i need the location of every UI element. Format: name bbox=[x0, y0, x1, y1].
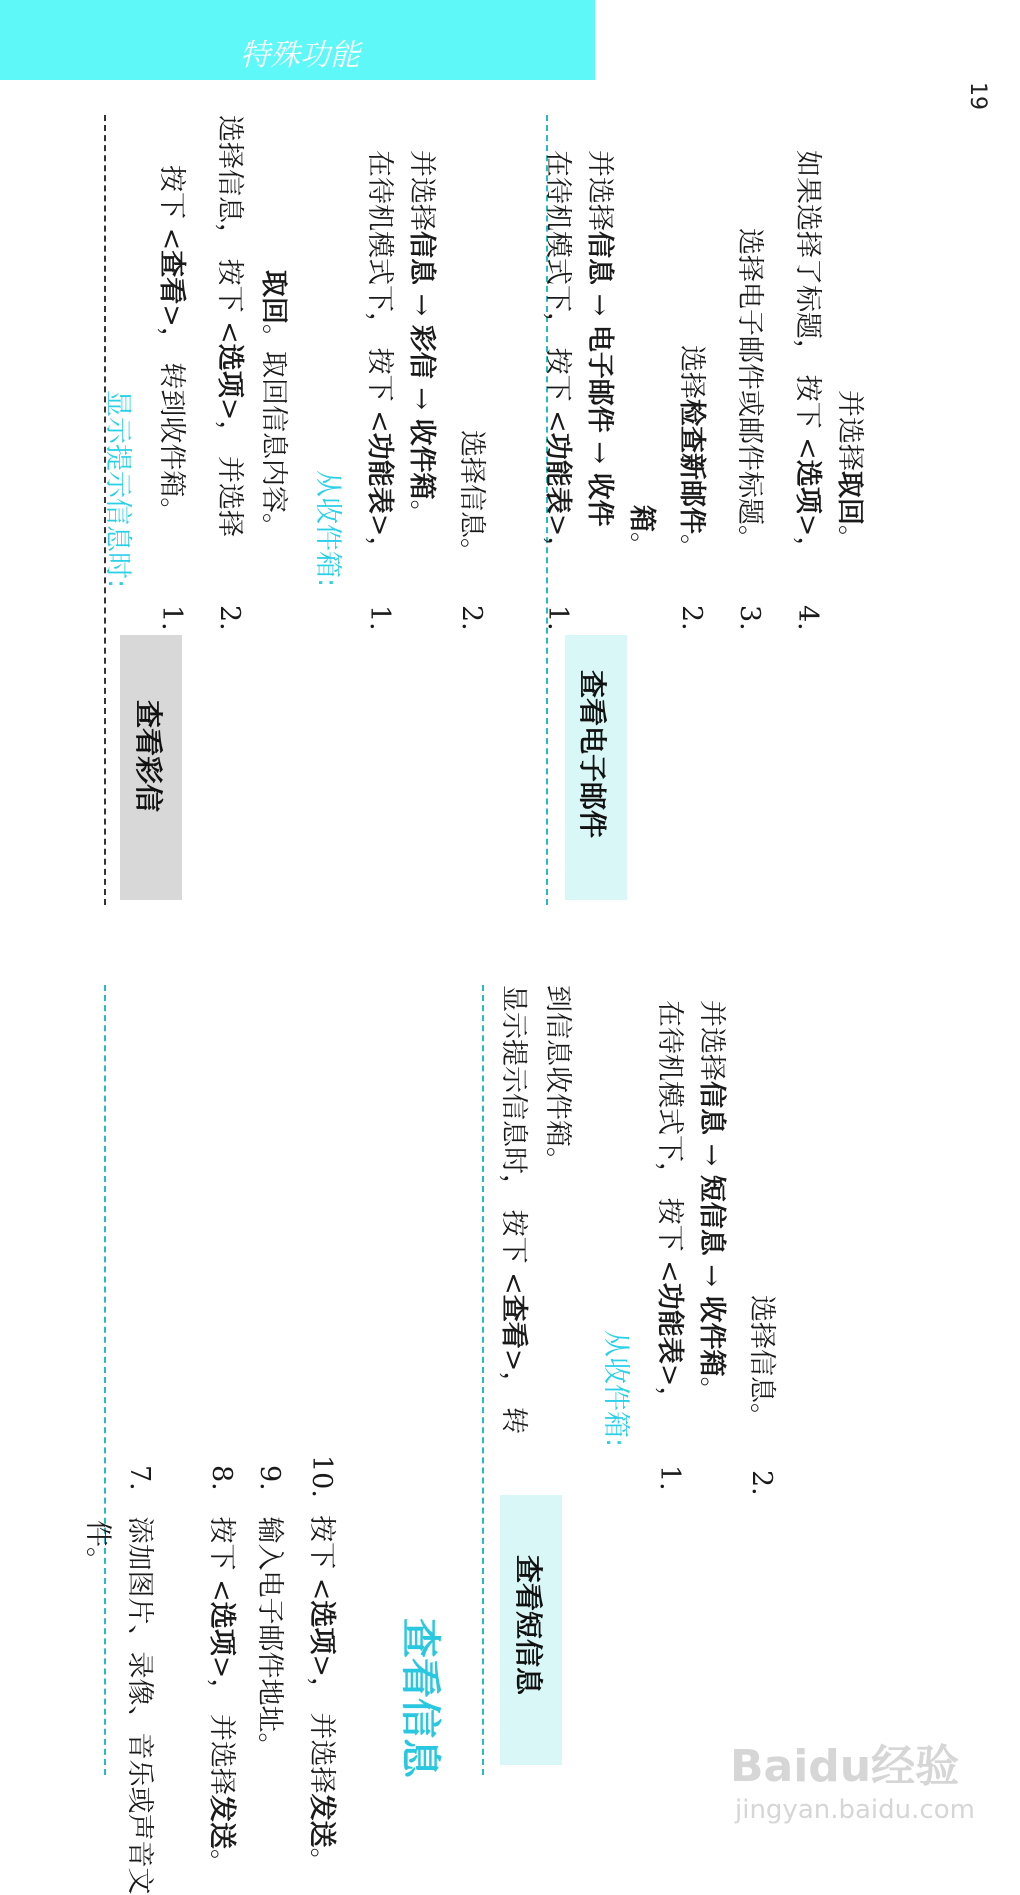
page-heading: 查看信息 bbox=[397, 1618, 443, 1778]
sms-step-1-num: 1. bbox=[654, 1465, 685, 1491]
mms-inbox-step-1-line2: 并选择信息 → 彩信 → 收件箱。 bbox=[406, 150, 437, 527]
sms-inbox-subheading: 从收件箱: bbox=[600, 1330, 631, 1448]
email-step-3: 选择电子邮件或邮件标题。 bbox=[734, 228, 765, 552]
mms-inbox-step-1-num: 1. bbox=[364, 605, 395, 631]
sms-intro-line1: 显示提示信息时， 按下 <查看>， 转 bbox=[498, 985, 529, 1435]
email-section-title: 查看电子邮件 bbox=[576, 670, 609, 839]
sms-step-1-line2: 并选择信息 → 短信息 → 收件箱。 bbox=[696, 1000, 727, 1404]
email-step-4-line2: 并选择取回。 bbox=[834, 390, 865, 552]
mms-inbox-step-1-line1: 在待机模式下， 按下 <功能表>， bbox=[364, 150, 395, 564]
mms-step-1: 按下 <查看>， 转到收件箱。 bbox=[156, 165, 187, 525]
mms-inbox-step-2-num: 2. bbox=[456, 605, 487, 631]
sms-step-2: 选择信息。 bbox=[746, 1295, 777, 1430]
email-step-2-num: 2. bbox=[676, 605, 707, 631]
left-mid-divider bbox=[482, 985, 484, 1775]
watermark-url: jingyan.baidu.com bbox=[735, 1795, 975, 1825]
sms-intro-line2: 到信息收件箱。 bbox=[542, 985, 573, 1174]
mms-step-2-num: 2. bbox=[214, 605, 245, 631]
mms-section-title: 查看彩信 bbox=[132, 700, 165, 813]
section-title: 特殊功能 bbox=[240, 38, 360, 73]
mms-step-2-line1: 选择信息， 按下 <选项>， 并选择 bbox=[214, 115, 245, 538]
step-8: 8. 按下 <选项>， 并选择发送。 bbox=[206, 1465, 237, 1876]
step-9: 9. 输入电子邮件地址。 bbox=[254, 1465, 285, 1760]
email-step-1-line2: 并选择信息 → 电子邮件 → 收件 bbox=[584, 150, 615, 527]
email-step-1-line1: 在待机模式下， 按下 <功能表>， bbox=[542, 150, 573, 564]
step-7: 7. 添加图片、录像、音乐或声音文 bbox=[124, 1465, 155, 1895]
email-step-2: 选择检查新邮件。 bbox=[676, 345, 707, 561]
page-number: 19 bbox=[965, 82, 990, 110]
email-step-3-num: 3. bbox=[734, 605, 765, 631]
step-7-cont: 件。 bbox=[82, 1520, 113, 1574]
sms-step-2-num: 2. bbox=[746, 1470, 777, 1496]
email-step-1-num: 1. bbox=[542, 605, 573, 631]
mms-step-1-num: 1. bbox=[156, 605, 187, 631]
sms-step-1-line1: 在待机模式下， 按下 <功能表>， bbox=[654, 1000, 685, 1414]
email-step-4-line1: 如果选择了标题， 按下 <选项>， bbox=[792, 150, 823, 564]
sms-section-title: 查看短信息 bbox=[512, 1555, 545, 1696]
mms-step-2-line2: 取回。取回信息内容。 bbox=[258, 270, 289, 540]
mms-inbox-subheading: 从收件箱: bbox=[312, 470, 343, 588]
mms-prompt-subheading: 显示提示信息时: bbox=[102, 390, 133, 589]
mms-inbox-step-2: 选择信息。 bbox=[456, 430, 487, 565]
watermark-logo: Baidu经验 bbox=[730, 1741, 960, 1792]
left-divider bbox=[104, 985, 106, 1775]
step-10: 10. 按下 <选项>， 并选择发送。 bbox=[306, 1455, 337, 1875]
email-step-1-line3: 箱。 bbox=[626, 505, 657, 559]
email-step-4-num: 4. bbox=[792, 605, 823, 631]
